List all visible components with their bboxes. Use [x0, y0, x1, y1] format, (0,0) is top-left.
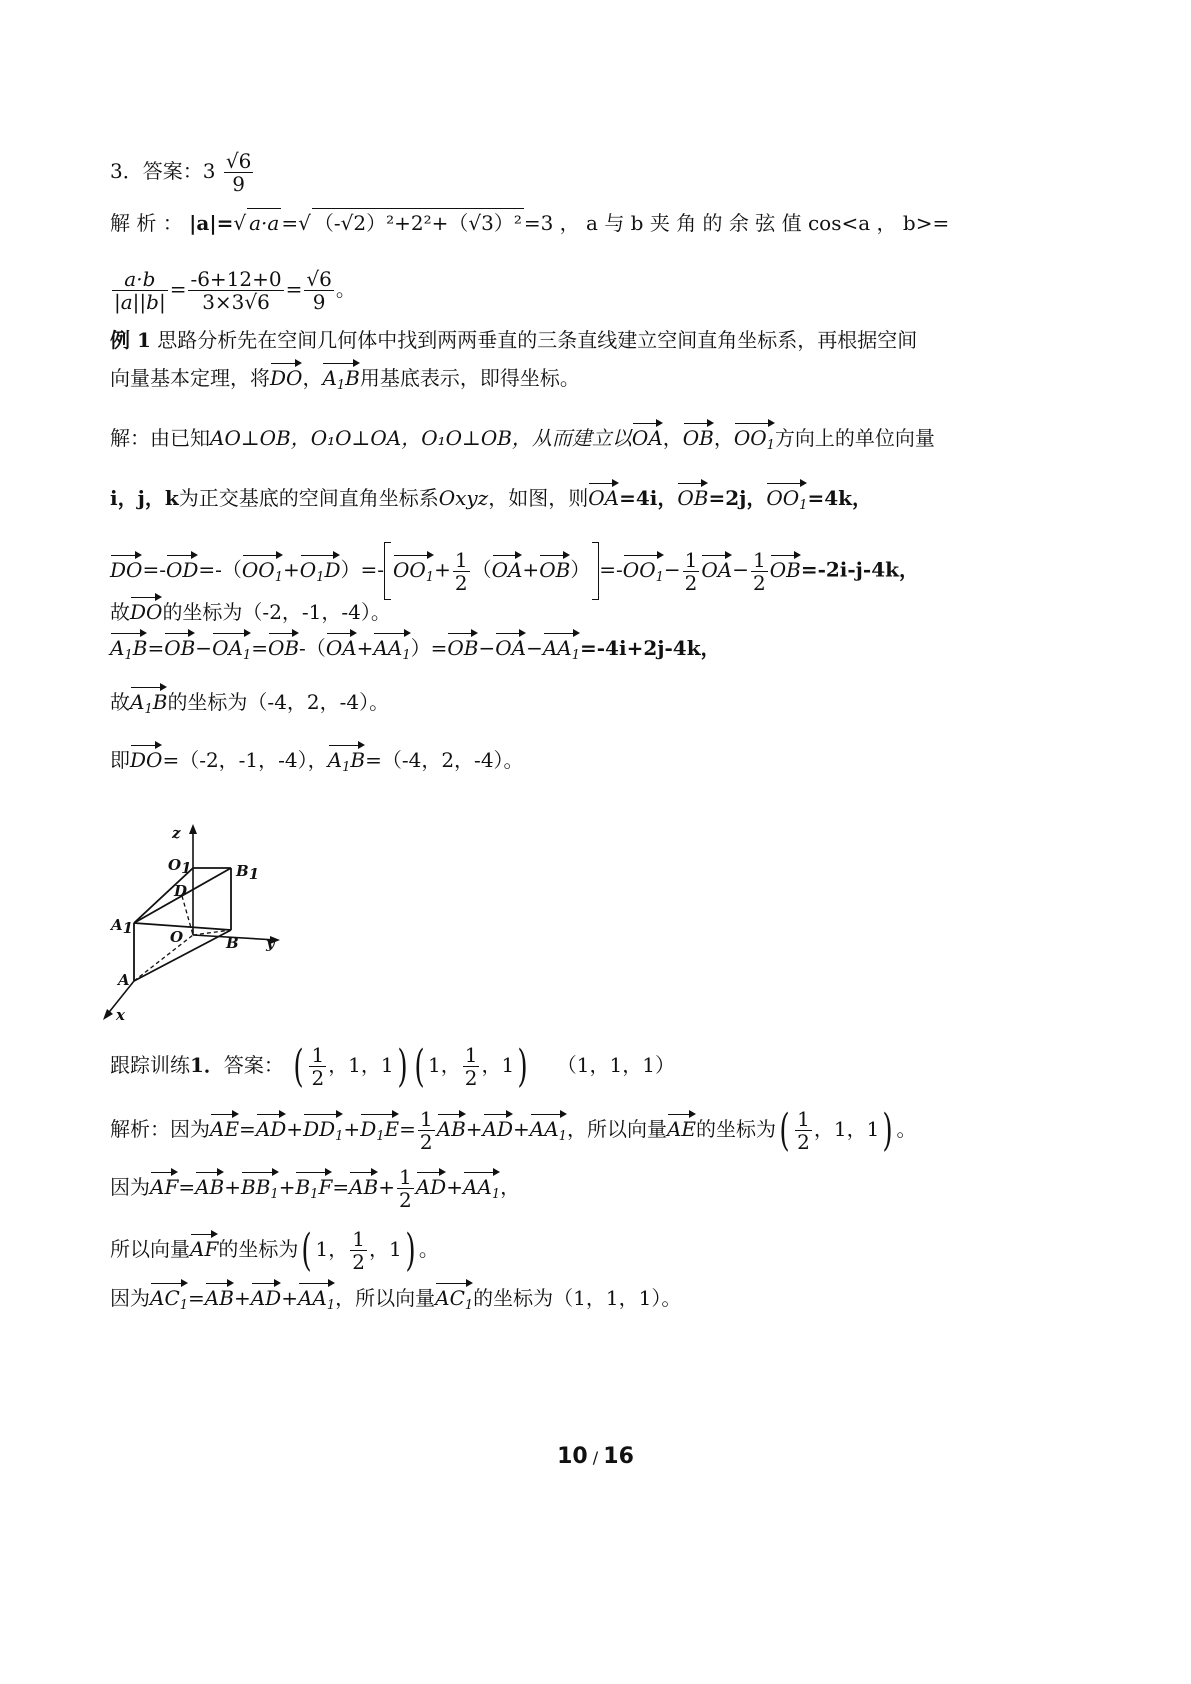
- vec-OO1-2: $OO_1$: [766, 478, 807, 520]
- cos-end: 。: [335, 277, 356, 301]
- cosine-line: $\frac{a\cdot b}{|a||b|}$ = $\frac{-6+12+0}{3\times 3√6}$ = $\frac{√6}{9}$ 。: [114, 267, 356, 314]
- period-2: 。: [418, 1237, 439, 1261]
- vec-OA-5: OA: [326, 628, 357, 662]
- line-ac-a: 因为: [110, 1286, 150, 1310]
- bracket-right: [592, 542, 599, 600]
- vec-OO1-5: $OO_1$: [623, 550, 664, 592]
- coord-system: Oxyz: [438, 486, 489, 510]
- vec-OA-6: OA: [495, 628, 526, 662]
- vec-OB-2: OB: [677, 478, 708, 512]
- final-b: =（-2，-1，-4），: [162, 748, 328, 772]
- label-z: z: [172, 824, 181, 842]
- vec-O1D: $O_1D$: [300, 550, 341, 592]
- final-c: =（-4，2，-4）。: [365, 748, 524, 772]
- page-current: 10: [557, 1444, 588, 1469]
- training-ans3: （1，1，1）: [556, 1053, 675, 1077]
- vec-OB-5: OB: [164, 628, 195, 662]
- answer-fraction: [224, 150, 253, 195]
- do-eq: =-: [142, 557, 166, 582]
- do-eq3: ）=-: [340, 557, 384, 582]
- cos-frac-1-num: a·b: [112, 268, 168, 291]
- oo1-value: =4k，: [807, 486, 872, 510]
- basis-text: 为正交基底的空间直角坐标系: [178, 486, 439, 510]
- training-af-line: 因为$AF=AB+BB_1+B_1F=AB+$ $\frac{1}{2}$ $AD+AA_1$，: [110, 1165, 521, 1212]
- training-analysis-a: 解析：因为: [110, 1117, 210, 1141]
- example1-text: 思路分析先在空间几何体中找到两两垂直的三条直线建立空间直角坐标系，再根据空间: [157, 328, 918, 352]
- ab-coord-b: 的坐标为（-4，2，-4）。: [167, 690, 390, 714]
- do-eq2: =-（: [198, 557, 242, 582]
- vec-OD: OD: [166, 550, 198, 584]
- solution-line1: 解：由已知AO⊥OB，O₁O⊥OA，O₁O⊥OB，从而建立以OA，OB，$OO_1$方向上的单位向量: [110, 418, 935, 460]
- cos-frac-3-num: √6: [306, 267, 332, 291]
- solution-tail: 方向上的单位向量: [774, 426, 935, 450]
- vec-OB-4: OB: [770, 550, 801, 584]
- vec-OO1-4: $OO_1$: [393, 550, 434, 592]
- sqrt-aa: a·a: [247, 208, 281, 237]
- vec-DO: DO: [270, 358, 302, 392]
- do-result: =-2i-j-4k，: [800, 557, 919, 582]
- eq1: =: [281, 211, 299, 235]
- vec-DO-2: DO: [110, 550, 142, 584]
- z-arrow: [189, 824, 197, 834]
- solution-cond: AO⊥OB，O₁O⊥OA，O₁O⊥OB，从而建立以: [210, 426, 632, 450]
- example1-label: 例 1: [110, 328, 151, 352]
- final-line: [110, 740, 524, 782]
- line-ac-b: ，所以向量: [335, 1286, 436, 1310]
- period-1: 。: [896, 1117, 917, 1141]
- cos-frac-2: [188, 268, 283, 313]
- ob-value: =2j，: [708, 486, 767, 510]
- half-2: $\frac{1}{2}$: [684, 547, 698, 595]
- training-label-b: 1．: [190, 1053, 224, 1077]
- vec-OA-2: OA: [588, 478, 619, 512]
- vec-DO-3: DO: [130, 592, 162, 626]
- vec-OA-4: OA: [701, 550, 732, 584]
- training-af-coord: 所以向量AF的坐标为( 1， $\frac{1}{2}$ ，1) 。: [110, 1224, 439, 1276]
- x-arrow: [103, 1009, 113, 1020]
- cos-frac-2-num: -6+12+0: [190, 267, 282, 291]
- do-coord-b: 的坐标为（-2，-1，-4）。: [162, 600, 391, 624]
- training-ac-line: 因为$AC_1=AB+AD+AA_1$，所以向量$AC_1$的坐标为（1，1，1）。: [110, 1278, 681, 1320]
- norm-a: |a|=: [189, 211, 234, 235]
- answer-num: √6: [225, 149, 252, 173]
- answer-den: 9: [232, 172, 245, 196]
- training-analysis-c: 的坐标为: [696, 1117, 776, 1141]
- vec-A1B: $A_1B$: [322, 358, 359, 400]
- training-label-c: 答案：: [223, 1053, 284, 1077]
- vec-DO-4: DO: [130, 740, 162, 774]
- do-coord-line: [110, 592, 391, 626]
- analysis-tail: =3 ， a 与 b 夹 角 的 余 弦 值 cos<a ， b>=: [523, 211, 950, 235]
- vec-OB-6: OB: [268, 628, 299, 662]
- label-O: O: [170, 928, 184, 946]
- do-derivation: $DO=-OD=-(OO_1+O_1D)=-$ $OO_1+$ $\frac{1}{2}$ $(OA+OB) =-OO_1-$ $\frac{1}{2}$ OA− $\frac{1}{2}$ OB=-2i-j-4k，: [110, 542, 919, 600]
- final-a: 即: [110, 748, 130, 772]
- label-y: y: [266, 934, 275, 952]
- sqrt-expr: （-√2）²+2²+（√3）²: [312, 208, 524, 237]
- cos-frac-3: [304, 268, 333, 313]
- label-A: A: [118, 971, 130, 989]
- ab-derivation: $A_1B=OB-OA_1=OB-(OA+AA_1)=OB-OA-AA_1=-4i+2j-4k$，: [110, 628, 721, 670]
- page-number: [0, 1444, 1191, 1469]
- example1-text2c: 用基底表示，即得坐标。: [359, 366, 580, 390]
- vec-AA1-2: $AA_1$: [543, 628, 580, 670]
- sqrt-sign-2: √: [298, 211, 311, 235]
- analysis-line: [110, 208, 949, 237]
- answer-label: 3．答案：: [110, 159, 203, 183]
- sqrt-sign-1: √: [233, 211, 247, 235]
- line-af-a: 因为: [110, 1175, 150, 1199]
- oa-value: =4i，: [619, 486, 678, 510]
- cos-frac-1: [112, 268, 168, 313]
- vec-AA1: $AA_1$: [373, 628, 410, 670]
- example1-line2: [110, 358, 580, 400]
- solution-line2: [110, 478, 872, 520]
- vec-OA: OA: [632, 418, 663, 452]
- line-ac-c: 的坐标为（1，1，1）。: [473, 1286, 682, 1310]
- solution-label: 解：由已知: [110, 426, 210, 450]
- vec-OB-7: OB: [447, 628, 478, 662]
- answer-3-line: [110, 150, 255, 195]
- example1-text2b: ，: [302, 366, 323, 390]
- label-x: x: [116, 1006, 125, 1024]
- answer-int: 3: [202, 159, 216, 183]
- ab-coord-line: [110, 682, 389, 724]
- vec-A1B-2: $A_1B$: [110, 628, 147, 670]
- ab-coord-a: 故: [110, 690, 130, 714]
- page-slash: /: [587, 1448, 604, 1467]
- training-answer-line: 跟踪训练1．答案： ( $\frac{1}{2}$ ，1，1) ( 1， $\frac{1}{2}$ ，1) （1，1，1）: [110, 1040, 675, 1092]
- prism-figure: [98, 818, 298, 1028]
- vec-OO1: $OO_1$: [734, 418, 775, 460]
- vec-A1B-3: $A_1B$: [130, 682, 167, 724]
- half-3: $\frac{1}{2}$: [752, 547, 766, 595]
- vec-OO1-3: $OO_1$: [242, 550, 283, 592]
- basis-text2: ，如图，则: [488, 486, 589, 510]
- label-B: B: [226, 934, 239, 952]
- example1-text2a: 向量基本定理，将: [110, 366, 270, 390]
- cos-frac-3-den: 9: [312, 290, 326, 314]
- label-A1: A1: [111, 916, 134, 937]
- label-O1: O1: [168, 856, 192, 877]
- training-analysis-b: ，所以向量: [566, 1117, 667, 1141]
- cos-frac-2-den: 3×3√6: [202, 290, 270, 314]
- line-af-b: 所以向量: [110, 1237, 190, 1261]
- analysis-label: 解 析 ：: [110, 211, 183, 235]
- label-D: D: [174, 882, 188, 900]
- line-af-c: 的坐标为: [218, 1237, 299, 1261]
- vec-A1B-4: $A_1B$: [328, 740, 365, 782]
- page-total: 16: [603, 1444, 634, 1469]
- example1-line1: [110, 326, 917, 354]
- vec-OB-3: OB: [539, 550, 570, 584]
- basis-ijk: i，j，k: [110, 486, 179, 510]
- do-coord-a: 故: [110, 600, 130, 624]
- training-ae-line: 解析：因为$AE=AD+DD_1+D_1E=$ $\frac{1}{2}$ $AB+AD+AA_1$，所以向量AE的坐标为( $\frac{1}{2}$ ，1，1) 。: [110, 1104, 917, 1156]
- cos-frac-1-den: |a||b|: [114, 290, 166, 314]
- half-1: $\frac{1}{2}$: [454, 547, 468, 595]
- vec-OB: OB: [683, 418, 714, 452]
- vec-OA-3: OA: [492, 550, 523, 584]
- training-label-a: 跟踪训练: [110, 1053, 190, 1077]
- vec-OA1: $OA_1$: [212, 628, 251, 670]
- label-B1: B1: [236, 862, 260, 883]
- ab-result: =-4i+2j-4k，: [580, 636, 721, 660]
